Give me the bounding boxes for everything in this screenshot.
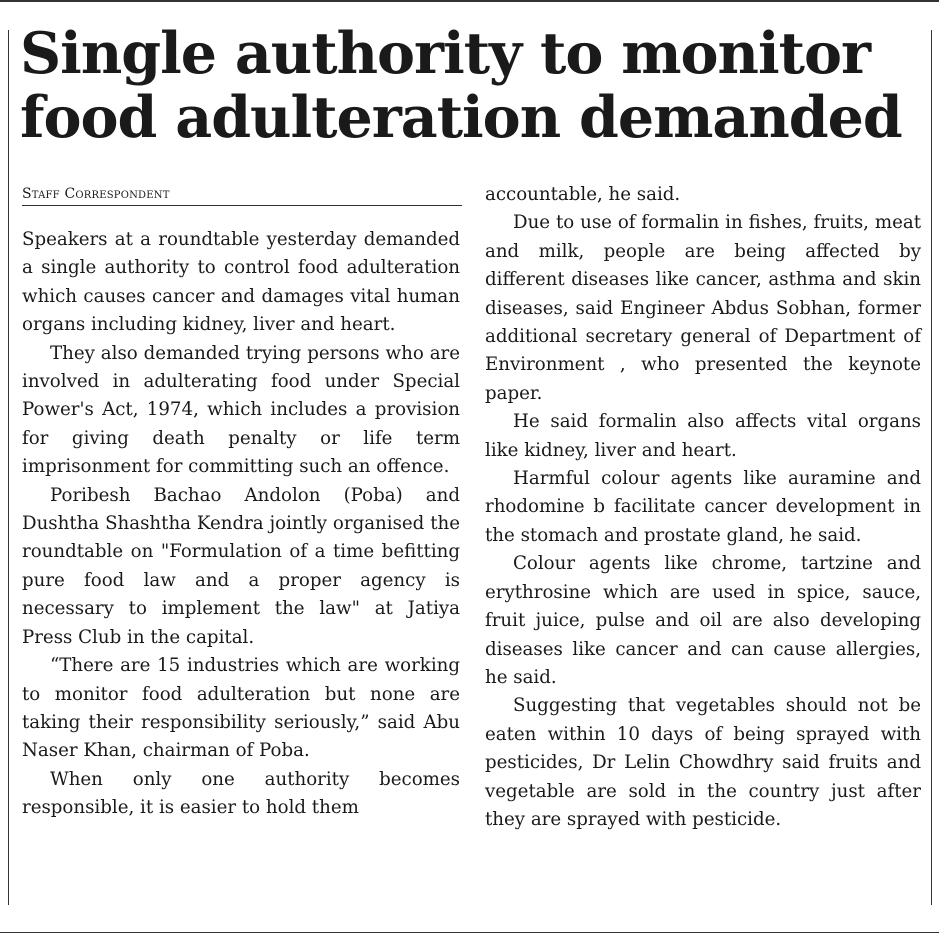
headline: Single authority to monitor food adulteration demanded — [20, 20, 902, 151]
top-border — [0, 0, 939, 2]
paragraph: When only one authority becomes responsible, it is easier to hold them — [22, 768, 460, 819]
paragraph: accountable, he said. — [485, 184, 681, 205]
byline: Staff Correspondent — [22, 186, 462, 206]
right-border — [931, 30, 932, 905]
bottom-border — [0, 932, 939, 933]
right-column — [485, 181, 921, 834]
left-border — [8, 30, 9, 905]
paragraph: Colour agents like chrome, tartzine and erythrosine which are used in spice, sauce, fruit juice, pulse and oil are also developing diseases like cancer and can cause allergies, he said. — [485, 553, 921, 688]
paragraph: Suggesting that vegetables should not be eaten within 10 days of being sprayed with pesticides, Dr Lelin Chowdhry said fruits and vegetable are sold in the country just after they are sprayed with pesticide. — [485, 695, 921, 830]
paragraph: Harmful colour agents like auramine and rhodomine b facilitate cancer development in the stomach and prostate gland, he said. — [485, 468, 921, 546]
paragraph: “There are 15 industries which are working to monitor food adulteration but none are taking their responsibility seriously,” said Abu Naser Khan, chairman of Poba. — [22, 655, 460, 762]
paragraph: He said formalin also affects vital organs like kidney, liver and heart. — [485, 411, 921, 461]
paragraph: Speakers at a roundtable yesterday demanded a single authority to control food adulteration which causes cancer and damages vital human organs including kidney, liver and heart. — [22, 229, 460, 336]
paragraph: They also demanded trying persons who are involved in adulterating food under Special Power's Act, 1974, which includes a provision for giving death penalty or life term imprisonment for committing such an offence. — [22, 342, 460, 478]
paragraph: Poribesh Bachao Andolon (Poba) and Dushtha Shashtha Kendra jointly organised the roundtable on "Formulation of a time befitting pure food law and a proper agency is necessary to implement the law" at Jatiya Press Club in the capital. — [22, 484, 460, 648]
paragraph: Due to use of formalin in fishes, fruits, meat and milk, people are being affected by different diseases like cancer, asthma and skin diseases, said Engineer Abdus Sobhan, former additional secretary general of Department of Environment , who presented the keynote paper. — [485, 212, 921, 404]
left-column — [22, 226, 460, 823]
